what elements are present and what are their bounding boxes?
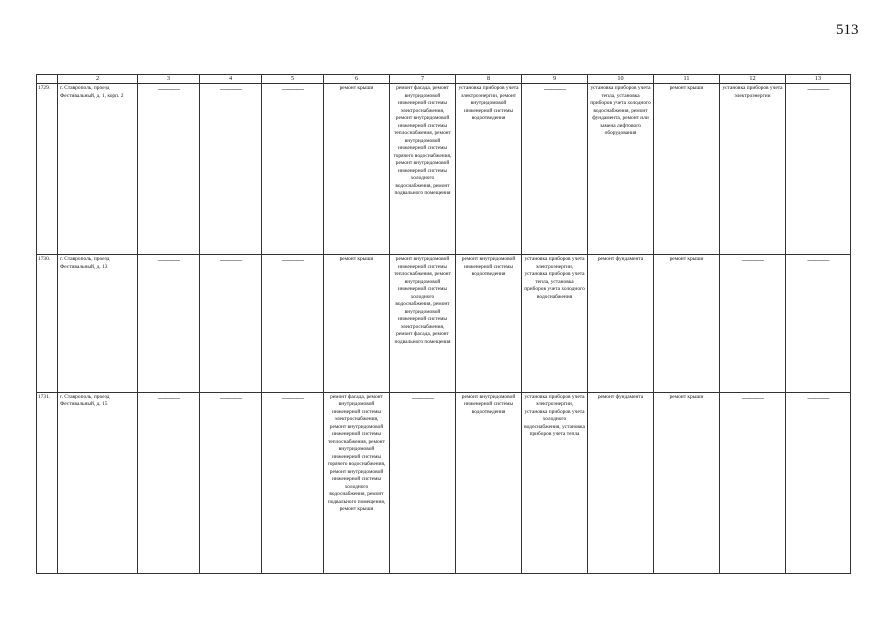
column-header bbox=[37, 75, 58, 84]
address-cell: г. Ставрополь, проезд Фестивальный, д. 15 bbox=[58, 392, 138, 574]
column-header: 4 bbox=[200, 75, 262, 84]
column-header: 5 bbox=[262, 75, 324, 84]
cell-col-13 bbox=[786, 392, 851, 574]
address-cell: г. Ставрополь, проезд Фестивальный, д. 13 bbox=[58, 255, 138, 392]
column-header: 2 bbox=[58, 75, 138, 84]
cell-col-5 bbox=[262, 392, 324, 574]
cell-col-3 bbox=[138, 392, 200, 574]
dash: ——— bbox=[544, 84, 565, 93]
cell-col-6: ремонт крыши bbox=[324, 255, 390, 392]
cell-col-7 bbox=[390, 392, 456, 574]
cell-col-6: ремонт фасада, ремонт внутридомовой инженерной системы электроснабжения, ремонт внутридомовой инженерной системы теплоснабжения, ремонт внутридомовой инженерной системы горячего водоснабжения, ремонт внутридомовой инженерной системы холодного водоснабжения, ремонт подвального помещения, ремонт крыши bbox=[324, 392, 390, 574]
dash: ——— bbox=[282, 84, 303, 93]
column-header: 11 bbox=[654, 75, 720, 84]
cell-col-5 bbox=[262, 84, 324, 255]
cell-col-5 bbox=[262, 255, 324, 392]
dash: ——— bbox=[807, 255, 829, 265]
dash: ——— bbox=[742, 255, 763, 265]
column-header: 13 bbox=[786, 75, 851, 84]
column-header: 12 bbox=[720, 75, 786, 84]
address-cell: г. Ставрополь, проезд Фестивальный, д. 1, корп. 2 bbox=[58, 84, 138, 255]
cell-col-12 bbox=[720, 392, 786, 574]
cell-col-7: ремонт внутридомовой инженерной системы теплоснабжения, ремонт внутридомовой инженерной системы холодного водоснабжения, ремонт внутридомовой инженерной системы электроснабжения, ремонт фасада, ремонт подвального помещения bbox=[390, 255, 456, 392]
cell-col-7: ремонт фасада, ремонт внутридомовой инженерной системы электроснабжения, ремонт внутридомовой инженерной системы теплоснабжения, ремонт внутридомовой инженерной системы горячего водоснабжения, ремонт внутридомовой инженерной системы холодного водоснабжения, ремонт подвального помещения bbox=[390, 84, 456, 255]
dash: ——— bbox=[220, 84, 241, 93]
dash: ——— bbox=[742, 392, 763, 402]
table-row bbox=[37, 84, 851, 255]
cell-col-4 bbox=[200, 84, 262, 255]
cell-col-10: ремонт фундамента bbox=[588, 392, 654, 574]
cell-col-4 bbox=[200, 392, 262, 574]
page-number: 513 bbox=[836, 22, 859, 38]
cell-col-10: ремонт фундамента bbox=[588, 255, 654, 392]
cell-col-11: ремонт крыши bbox=[654, 392, 720, 574]
cell-col-13 bbox=[786, 84, 851, 255]
column-header: 6 bbox=[324, 75, 390, 84]
dash: ——— bbox=[807, 84, 829, 93]
column-header: 8 bbox=[456, 75, 522, 84]
cell-col-9 bbox=[522, 84, 588, 255]
cell-col-11: ремонт крыши bbox=[654, 84, 720, 255]
cell-col-12: установка приборов учета электроэнергии bbox=[720, 84, 786, 255]
dash: ——— bbox=[158, 392, 179, 402]
dash: ——— bbox=[158, 255, 179, 265]
cell-col-9: установка приборов учета электроэнергии, установка приборов учета тепла, установка приборов учета холодного водоснабжения bbox=[522, 255, 588, 392]
dash: ——— bbox=[220, 392, 241, 402]
column-header: 10 bbox=[588, 75, 654, 84]
cell-col-10: установка приборов учета тепла, установка приборов учета холодного водоснабжения, ремонт фундамента, ремонт или замена лифтового оборудования bbox=[588, 84, 654, 255]
cell-col-3 bbox=[138, 84, 200, 255]
cell-col-8: ремонт внутридомовой инженерной системы водоотведения bbox=[456, 255, 522, 392]
dash: ——— bbox=[282, 255, 303, 265]
row-number: 1730. bbox=[37, 255, 58, 392]
row-number: 1731. bbox=[37, 392, 58, 574]
table-row bbox=[37, 392, 851, 574]
cell-col-8: ремонт внутридомовой инженерной системы водоотведения bbox=[456, 392, 522, 574]
dash: ——— bbox=[412, 392, 433, 402]
dash: ——— bbox=[158, 84, 179, 93]
cell-col-6: ремонт крыши bbox=[324, 84, 390, 255]
dash: ——— bbox=[282, 392, 303, 402]
column-header: 3 bbox=[138, 75, 200, 84]
dash: ——— bbox=[807, 392, 829, 402]
column-header: 7 bbox=[390, 75, 456, 84]
cell-col-8: установка приборов учета электроэнергии, ремонт внутридомовой инженерной системы водоотведения bbox=[456, 84, 522, 255]
capital-repair-table bbox=[36, 74, 851, 574]
header-row bbox=[37, 75, 851, 84]
cell-col-12 bbox=[720, 255, 786, 392]
cell-col-4 bbox=[200, 255, 262, 392]
column-header: 9 bbox=[522, 75, 588, 84]
cell-col-9: установка приборов учета электроэнергии, установка приборов учета холодного водоснабжения, установка приборов учета тепла bbox=[522, 392, 588, 574]
cell-col-3 bbox=[138, 255, 200, 392]
cell-col-13 bbox=[786, 255, 851, 392]
cell-col-11: ремонт крыши bbox=[654, 255, 720, 392]
dash: ——— bbox=[220, 255, 241, 265]
table-row bbox=[37, 255, 851, 392]
row-number: 1729. bbox=[37, 84, 58, 255]
